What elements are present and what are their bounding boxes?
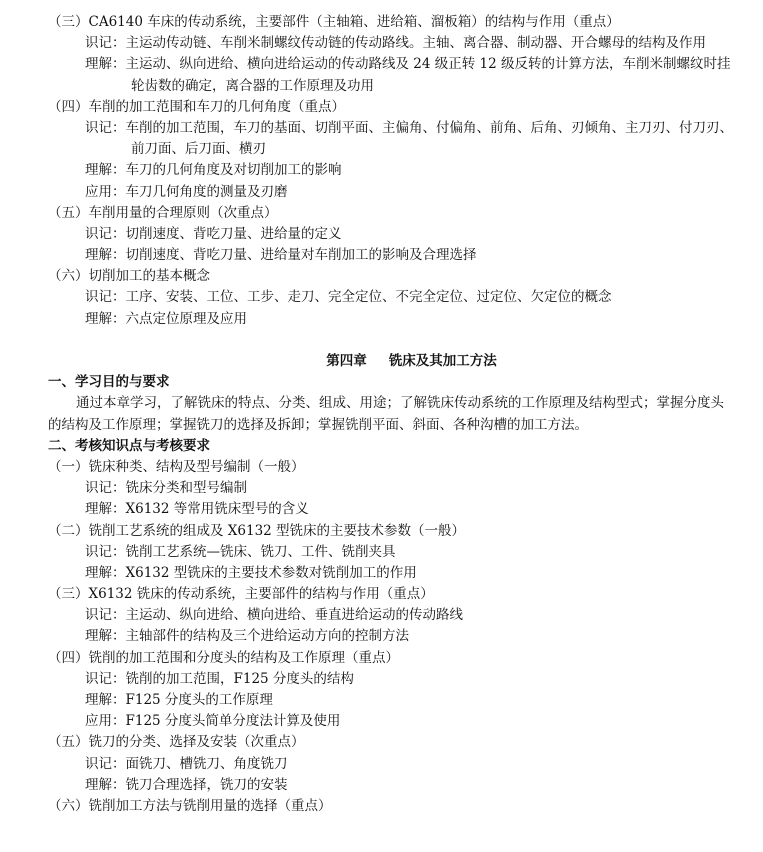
text-line: （五）车削用量的合理原则（次重点） [48, 204, 278, 221]
text-line: （四）车削的加工范围和车刀的几何角度（重点） [48, 98, 345, 115]
text-line: 识记：切削速度、背吃刀量、进给量的定义 [85, 225, 342, 242]
text-line: 理解：车刀的几何角度及对切削加工的影响 [85, 162, 342, 179]
text-line: 识记：主运动传动链、车削米制螺纹传动链的传动路线。主轴、离合器、制动器、开合螺母的结构及作用 [85, 35, 706, 52]
text-line: （三）X6132 铣床的传动系统，主要部件的结构与作用（重点） [48, 586, 434, 603]
text-line: （四）铣削的加工范围和分度头的结构及工作原理（重点） [48, 649, 399, 666]
spacer [0, 330, 763, 351]
text-line: 应用：F125 分度头简单分度法计算及使用 [85, 713, 341, 730]
text-line: 识记：铣床分类和型号编制 [85, 480, 247, 497]
text-line: （六）铣削加工方法与铣削用量的选择（重点） [48, 797, 332, 814]
text-line: 通过本章学习，了解铣床的特点、分类、组成、用途；了解铣床传动系统的工作原理及结构型式；掌握分度头 [76, 395, 724, 412]
text-line: 理解：X6132 型铣床的主要技术参数对铣削加工的作用 [85, 564, 417, 581]
text-line: 一、学习目的与要求 [48, 374, 170, 391]
text-line: 识记：主运动、纵向进给、横向进给、垂直进给运动的传动路线 [85, 607, 463, 624]
text-line: 的结构及工作原理；掌握铣刀的选择及拆卸；掌握铣削平面、斜面、各种沟槽的加工方法。 [48, 416, 588, 433]
text-line: 识记：车削的加工范围，车刀的基面、切削平面、主偏角、付偏角、前角、后角、刃倾角、主刀刃、付刀刃、 [85, 119, 733, 136]
text-line: （六）切削加工的基本概念 [48, 268, 210, 285]
text-line: 理解：X6132 等常用铣床型号的含义 [85, 501, 309, 518]
text-line: 应用：车刀几何角度的测量及刃磨 [85, 183, 288, 200]
section-chapter3-continued [0, 12, 763, 330]
text-line: 理解：铣刀合理选择，铣刀的安装 [85, 776, 288, 793]
text-line: 理解：F125 分度头的工作原理 [85, 692, 273, 708]
chapter-title: 铣床及其加工方法 [388, 353, 497, 369]
text-line: （二）铣削工艺系统的组成及 X6132 型铣床的主要技术参数（一般） [48, 522, 466, 539]
text-line: （五）铣刀的分类、选择及安装（次重点） [48, 734, 305, 751]
text-line: 理解：切削速度、背吃刀量、进给量对车削加工的影响及合理选择 [85, 247, 477, 264]
section-chapter4 [0, 372, 763, 817]
text-line: 二、考核知识点与考核要求 [48, 437, 210, 454]
chapter-heading [0, 351, 763, 372]
text-line: 理解：主轴部件的结构及三个进给运动方向的控制方法 [85, 628, 409, 645]
text-line: 轮齿数的确定，离合器的工作原理及功用 [131, 77, 374, 94]
text-line: 理解：六点定位原理及应用 [85, 310, 247, 327]
document-page [0, 12, 763, 817]
text-line: （一）铣床种类、结构及型号编制（一般） [48, 458, 305, 475]
text-line: （三）CA6140 车床的传动系统，主要部件（主轴箱、进给箱、溜板箱）的结构与作用（重点） [48, 14, 620, 30]
text-line: 理解：主运动、纵向进给、横向进给运动的传动路线及 24 级正转 12 级反转的计算方法，车削米制螺纹时挂 [85, 56, 731, 73]
text-line: 识记：面铣刀、槽铣刀、角度铣刀 [85, 755, 288, 772]
text-line: 识记：铣削工艺系统—铣床、铣刀、工件、铣削夹具 [85, 543, 396, 560]
text-line: 识记：工序、安装、工位、工步、走刀、完全定位、不完全定位、过定位、欠定位的概念 [85, 289, 612, 306]
text-line: 识记：铣削的加工范围，F125 分度头的结构 [85, 670, 354, 687]
text-line: 前刀面、后刀面、横刃 [131, 141, 266, 158]
chapter-number: 第四章 [326, 353, 367, 369]
